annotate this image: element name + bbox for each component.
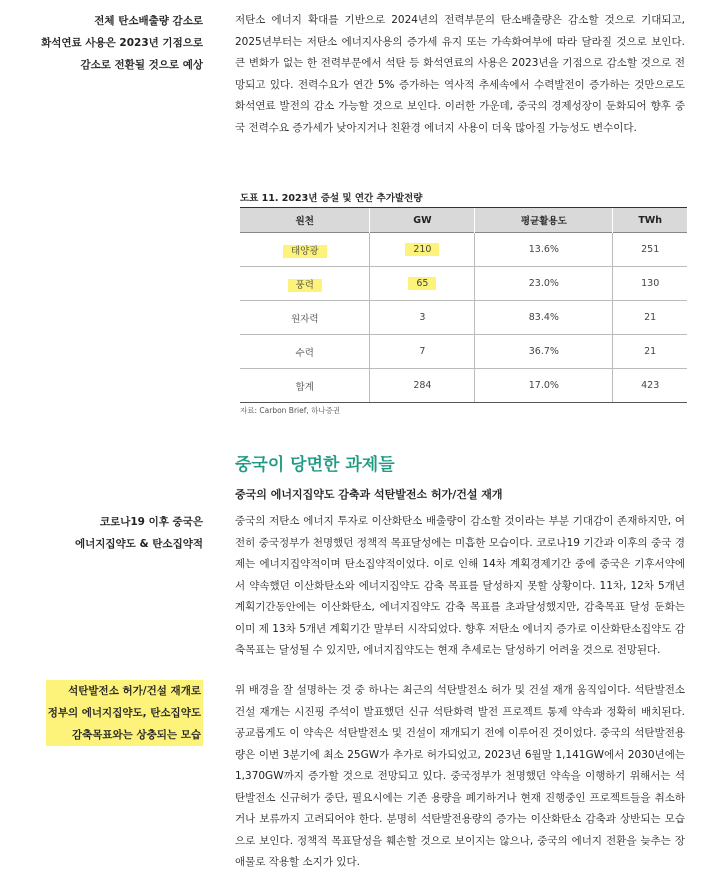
cell-source-total: 합계 — [240, 369, 370, 403]
cell-gw-hydro: 7 — [370, 335, 475, 369]
table-title: 도표 11. 2023년 증설 및 연간 추가발전량 — [240, 193, 423, 204]
cell-twh-nuclear: 21 — [613, 301, 687, 335]
sidebar-line: 에너지집약도 & 탄소집약적 — [74, 538, 203, 550]
table-row — [240, 267, 687, 301]
table-source: 자료: Carbon Brief, 하나증권 — [240, 406, 341, 415]
header-source: 원천 — [240, 208, 370, 233]
table-header-row — [240, 208, 687, 233]
cell-source-hydro: 수력 — [240, 335, 370, 369]
paragraph-intensity: 중국의 저탄소 에너지 투자로 이산화탄소 배출량이 감소할 것이라는 부분 기대감이 존재하지만, 여전히 중국정부가 천명했던 정책적 목표달성에는 미흡한 모습이다. 코로나19 기간과 이후의 중국 경제는 에너지집약적이며 탄소집약적이었다. 이로 인해 14차 계획경제기간 중에 중국은 기후서약에서 약속했던 이산화탄소와 에너지집약도 감축 목표를 달성하지 못할 상황이다. 11차, 12차 5개년 계획기간동안에는 이산화탄소, 에너지집약도 감축 목표를 초과달성했지만, 감축목표 달성 둔화는 이미 제 13차 5개년 계획기간 말부터 시작되었다. 향후 저탄소 에너지 증가로 이산화탄소집약도 감축목표는 달성될 수 있지만, 에너지집약도는 현재 추세로는 달성하기 어려울 것으로 전망된다. — [235, 515, 685, 656]
cell-twh-solar: 251 — [613, 233, 687, 267]
cell-twh-hydro: 21 — [613, 335, 687, 369]
cell-util-hydro: 36.7% — [475, 335, 613, 369]
sidebar-line: 감축목표와는 상충되는 모습 — [46, 724, 203, 746]
section-title: 중국이 당면한 과제들 — [235, 455, 395, 475]
cell-twh-wind: 130 — [613, 267, 687, 301]
capacity-table — [240, 207, 687, 403]
cell-source-nuclear: 원자력 — [240, 301, 370, 335]
header-gw: GW — [370, 208, 475, 233]
cell-gw-wind: 65 — [408, 277, 436, 290]
sidebar-summary-3 — [46, 680, 203, 746]
sidebar-line: 석탄발전소 허가/건설 재개로 — [46, 680, 203, 702]
sidebar-line: 코로나19 이후 중국은 — [99, 516, 203, 528]
table-row — [240, 335, 687, 369]
sidebar-line: 전체 탄소배출량 감소로 — [94, 15, 203, 27]
cell-util-wind: 23.0% — [475, 267, 613, 301]
cell-source-solar: 태양광 — [283, 245, 327, 258]
sidebar-summary-1 — [41, 10, 203, 76]
header-utilization: 평균활용도 — [475, 208, 613, 233]
table-row — [240, 233, 687, 267]
sidebar-line: 감소로 전환될 것으로 예상 — [80, 59, 203, 71]
paragraph-coal-plants: 위 배경을 잘 설명하는 것 중 하나는 최근의 석탄발전소 허가 및 건설 재개 움직임이다. 석탄발전소 건설 재개는 시진핑 주석이 발표했던 신규 석탄화력 발전 프로젝트 통제 약속과 정확히 배치된다. 공교롭게도 이 약속은 석탄발전소 및 건설이 재개되기 전에 이루어진 것이었다. 중국의 석탄발전용량은 이번 3분기에 최소 25GW가 추가로 허가되었고, 2023년 6월말 1,141GW에서 2030년에는 1,370GW까지 증가할 것으로 전망되고 있다. 중국정부가 천명했던 약속을 이행하기 위해서는 석탄발전소 신규허가 중단, 필요시에는 기존 용량을 폐기하거나 현재 진행중인 프로젝트들을 취소하거나 보류까지 고려되어야 한다. 분명히 석탄발전용량의 증가는 이산화탄소 감축과 상반되는 모습으로 보인다. 정책적 목표달성을 훼손할 것으로 보이지는 않으나, 중국의 에너지 전환을 늦추는 장애물로 작용할 소지가 있다. — [235, 684, 685, 868]
header-twh: TWh — [613, 208, 687, 233]
sidebar-line: 화석연료 사용은 2023년 기점으로 — [41, 37, 203, 49]
cell-twh-total: 423 — [613, 369, 687, 403]
cell-util-nuclear: 83.4% — [475, 301, 613, 335]
table-row — [240, 301, 687, 335]
table-row-total — [240, 369, 687, 403]
cell-source-wind: 풍력 — [288, 279, 322, 292]
cell-util-total: 17.0% — [475, 369, 613, 403]
cell-gw-total: 284 — [370, 369, 475, 403]
sidebar-line: 정부의 에너지집약도, 탄소집약도 — [46, 702, 203, 724]
section-subtitle: 중국의 에너지집약도 감축과 석탄발전소 허가/건설 재개 — [235, 488, 503, 501]
cell-gw-nuclear: 3 — [370, 301, 475, 335]
paragraph-emissions: 저탄소 에너지 확대를 기반으로 2024년의 전력부문의 탄소배출량은 감소할 것으로 기대되고, 2025년부터는 저탄소 에너지사용의 증가세 유지 또는 가속화여부에 따라 달라질 것으로 보인다. 큰 변화가 없는 한 전력부문에서 석탄 등 화석연료의 사용은 2023년을 기점으로 감소할 것으로 전망되고 있다. 전력수요가 연간 5% 증가하는 역사적 추세속에서 수력발전이 증가하는 것만으로도 화석연료 발전의 감소 가능할 것으로 보인다. 이러한 가운데, 중국의 경제성장이 둔화되어 향후 중국 전력수요 증가세가 낮아지거나 친환경 에너지 사용이 더욱 많아질 가능성도 변수이다. — [235, 14, 685, 134]
sidebar-summary-2 — [75, 511, 203, 555]
cell-util-solar: 13.6% — [475, 233, 613, 267]
cell-gw-solar: 210 — [405, 243, 439, 256]
